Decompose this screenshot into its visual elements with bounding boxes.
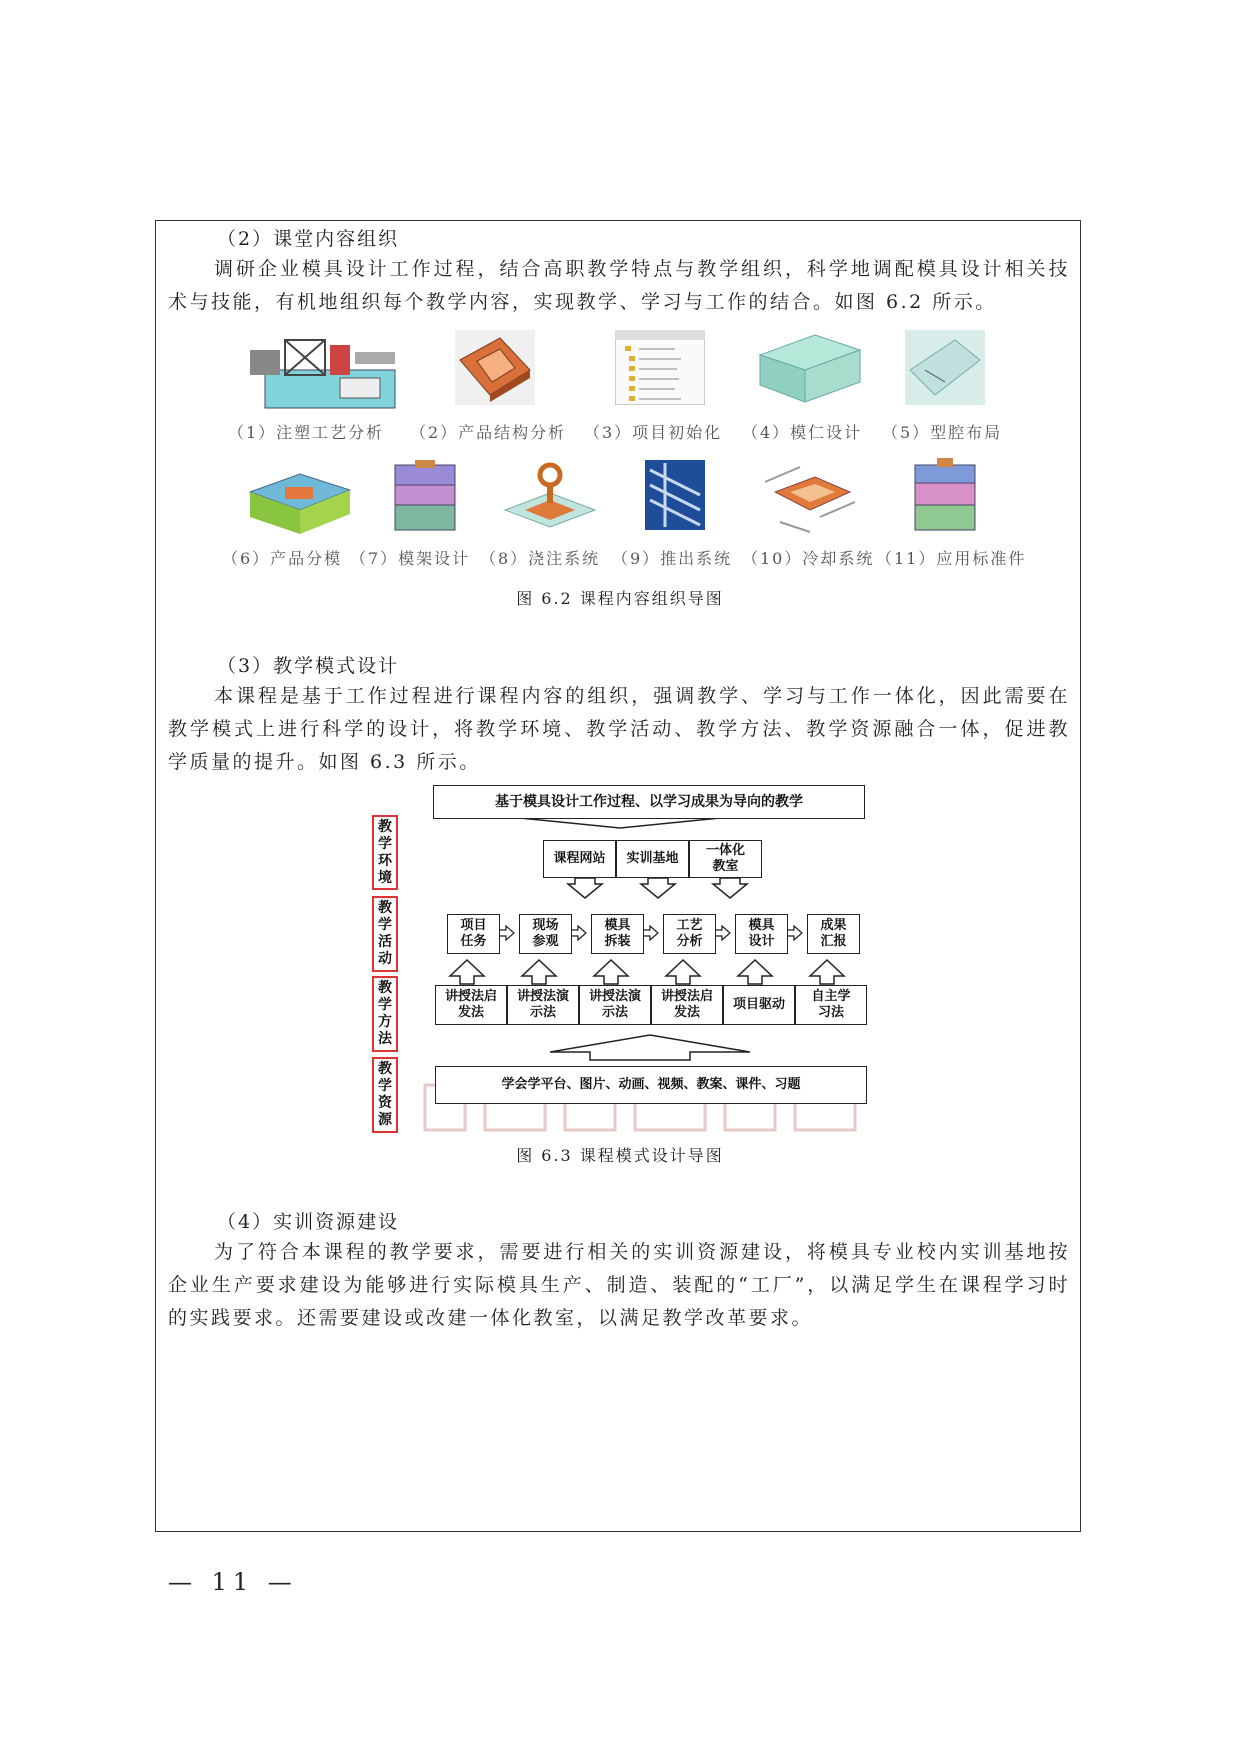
fig62-label-7: （7）模架设计 (350, 549, 471, 568)
section3-paragraph: 本课程是基于工作过程进行课程内容的组织，强调教学、学习与工作一体化，因此需要在教学模式上进行科学的设计，将教学环境、教学活动、教学方法、教学资源融合一体，促进教学质量的提升。如图 6.3 所示。 (168, 685, 1070, 773)
activity-box-2: 现场参观 (519, 914, 572, 954)
side-label-resources: 教学资源 (372, 1057, 398, 1133)
section4-paragraph: 为了符合本课程的教学要求，需要进行相关的实训资源建设，将模具专业校内实训基地按企业生产要求建设为能够进行实际模具生产、制造、装配的“工厂”，以满足学生在课程学习时的实践要求。还需要建设或改建一体化教室，以满足教学改革要求。 (168, 1241, 1070, 1329)
fig62-label-4: （4）模仁设计 (742, 423, 863, 442)
project-init-image (615, 330, 705, 405)
fig62-label-1: （1）注塑工艺分析 (228, 423, 385, 442)
fig62-label-6: （6）产品分模 (222, 549, 343, 568)
method-box-3: 讲授法演示法 (579, 985, 651, 1025)
fig62-label-5: （5）型腔布局 (882, 423, 1003, 442)
mold-base-image (385, 455, 465, 540)
cooling-system-image (760, 462, 860, 537)
activity-box-5: 模具设计 (735, 914, 788, 954)
env-box-3: 一体化教室 (689, 840, 762, 878)
cavity-layout-image (905, 330, 985, 405)
fig62-label-11: （11）应用标准件 (876, 549, 1027, 568)
side-label-environment: 教学环境 (372, 815, 398, 890)
standard-parts-image (905, 455, 985, 540)
parting-image (245, 462, 355, 537)
core-design-image (755, 330, 865, 405)
fig62-label-2: （2）产品结构分析 (410, 423, 567, 442)
method-box-2: 讲授法演示法 (507, 985, 579, 1025)
side-label-activities: 教学活动 (372, 896, 398, 972)
section2-paragraph: 调研企业模具设计工作过程，结合高职教学特点与教学组织，科学地调配模具设计相关技术与技能，有机地组织每个教学内容，实现教学、学习与工作的结合。如图 6.2 所示。 (168, 258, 1070, 313)
env-box-2: 实训基地 (616, 840, 689, 878)
ejector-system-image (640, 455, 710, 535)
section4-heading: （4）实训资源建设 (217, 1211, 400, 1233)
method-box-1: 讲授法启发法 (435, 985, 507, 1025)
method-box-5: 项目驱动 (723, 985, 795, 1025)
fig62-label-3: （3）项目初始化 (584, 423, 723, 442)
flow-bottom-box: 学会学平台、图片、动画、视频、教案、课件、习题 (435, 1066, 867, 1104)
activity-box-3: 模具拆装 (591, 914, 644, 954)
side-label-methods: 教学方法 (372, 976, 398, 1052)
section2-heading: （2）课堂内容组织 (217, 228, 400, 250)
section3-heading: （3）教学模式设计 (217, 655, 400, 677)
env-box-1: 课程网站 (543, 840, 616, 878)
page-number: — 11 — (168, 1568, 298, 1596)
fig62-label-10: （10）冷却系统 (742, 549, 875, 568)
flow-top-box: 基于模具设计工作过程、以学习成果为导向的教学 (433, 785, 865, 819)
activity-box-1: 项目任务 (447, 914, 500, 954)
figure-6-2-caption: 图 6.2 课程内容组织导图 (516, 589, 724, 608)
method-box-6: 自主学习法 (795, 985, 867, 1025)
activity-box-4: 工艺分析 (663, 914, 716, 954)
fig62-label-8: （8）浇注系统 (480, 549, 601, 568)
activity-box-6: 成果汇报 (807, 914, 860, 954)
method-box-4: 讲授法启发法 (651, 985, 723, 1025)
gating-system-image (500, 455, 600, 540)
injection-machine-image (245, 330, 405, 410)
product-structure-image (455, 330, 535, 405)
figure-6-3-caption: 图 6.3 课程模式设计导图 (516, 1146, 724, 1165)
fig62-label-9: （9）推出系统 (612, 549, 733, 568)
